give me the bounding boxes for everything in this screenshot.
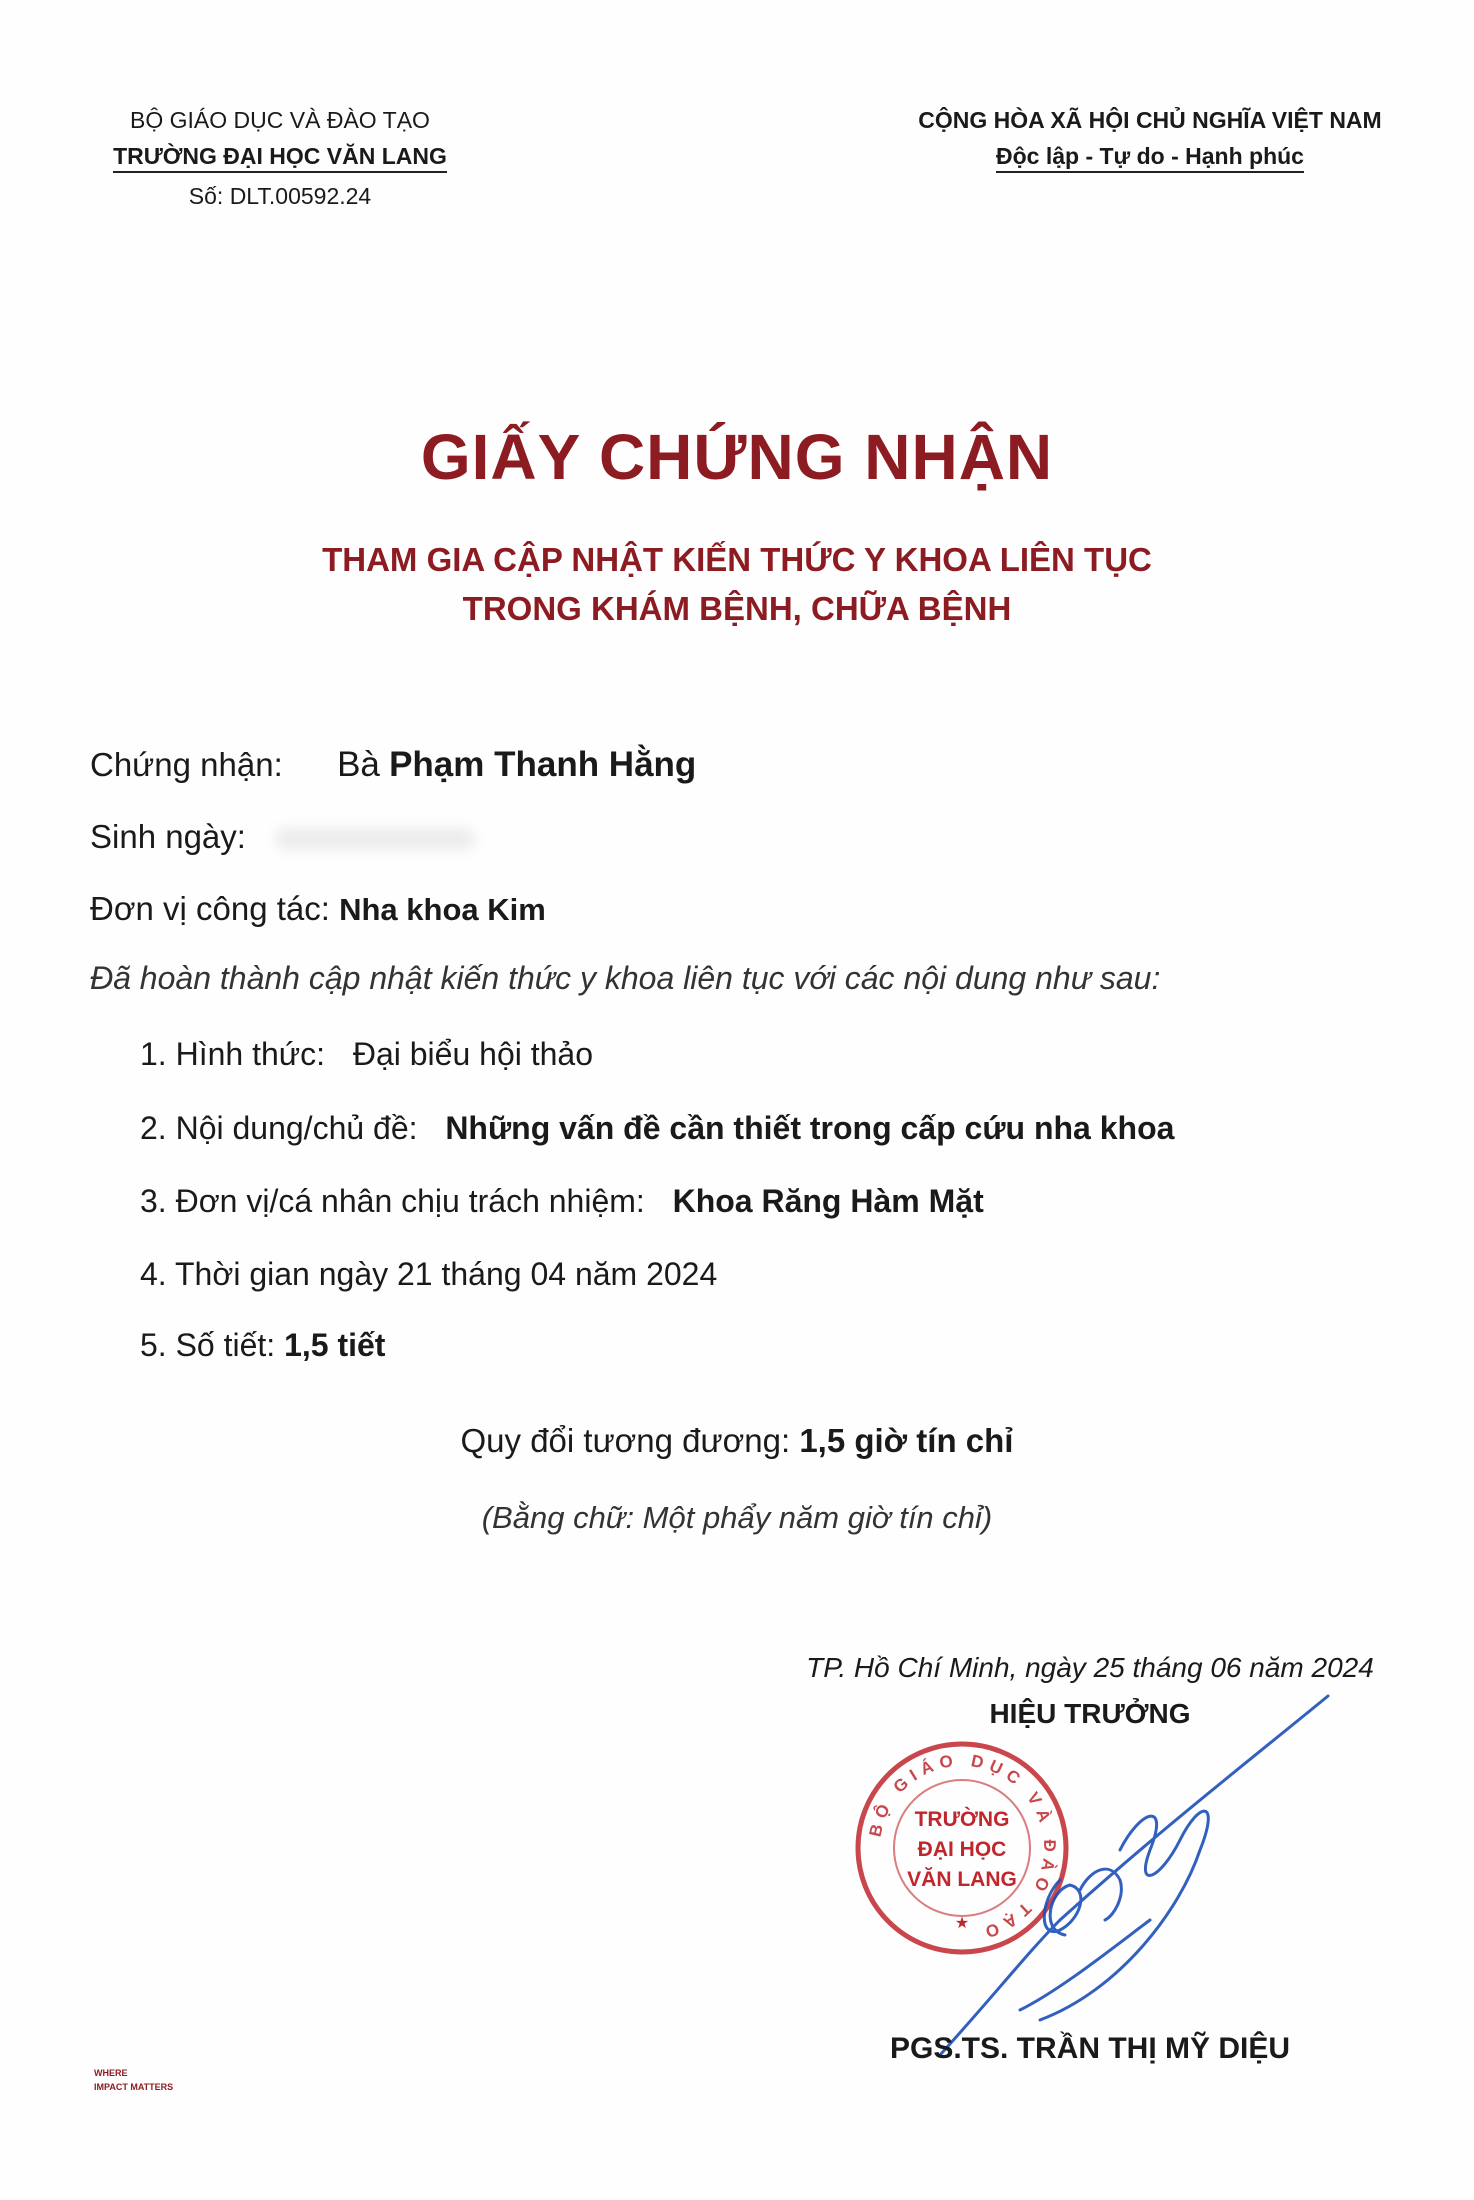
issuer-block bbox=[60, 102, 500, 214]
school-name: TRƯỜNG ĐẠI HỌC VĂN LANG bbox=[113, 143, 447, 173]
seal-line-1: TRƯỜNG bbox=[914, 1808, 1010, 1831]
item-label: 3. Đơn vị/cá nhân chịu trách nhiệm: bbox=[140, 1183, 645, 1219]
seal-line-2: ĐẠI HỌC bbox=[917, 1838, 1007, 1861]
subtitle-line-1: THAM GIA CẬP NHẬT KIẾN THỨC Y KHOA LIÊN TỤC bbox=[322, 541, 1152, 578]
ministry-name: BỘ GIÁO DỤC VÀ ĐÀO TẠO bbox=[130, 107, 430, 133]
item-label: 2. Nội dung/chủ đề: bbox=[140, 1110, 418, 1146]
completion-statement: Đã hoàn thành cập nhật kiến thức y khoa liên tục với các nội dung như sau: bbox=[90, 960, 1161, 996]
country-name: CỘNG HÒA XÃ HỘI CHỦ NGHĨA VIỆT NAM bbox=[918, 107, 1382, 133]
certificate-title: GIẤY CHỨNG NHẬN bbox=[420, 421, 1054, 493]
subtitle-line-2: TRONG KHÁM BỆNH, CHỮA BỆNH bbox=[462, 590, 1012, 627]
list-item bbox=[140, 1036, 593, 1073]
workplace-label: Đơn vị công tác: bbox=[90, 890, 330, 927]
certificate-subtitle bbox=[0, 535, 1474, 633]
recipient-label: Chứng nhận: bbox=[90, 746, 283, 783]
list-item bbox=[140, 1327, 385, 1364]
footer-line-1: WHERE bbox=[94, 2068, 128, 2078]
seal-line-3: VĂN LANG bbox=[907, 1868, 1017, 1891]
footer-tagline bbox=[94, 2066, 173, 2094]
svg-text:BỘ GIÁO DỤC VÀ ĐÀO TẠO: BỘ GIÁO DỤC VÀ ĐÀO TẠO bbox=[865, 1750, 1060, 1944]
recipient-name: Phạm Thanh Hằng bbox=[389, 745, 697, 784]
item-label: 4. Thời gian ngày 21 tháng 04 năm 2024 bbox=[140, 1256, 718, 1292]
signer-name: PGS.TS. TRẦN THỊ MỸ DIỆU bbox=[889, 2032, 1291, 2065]
recipient-row bbox=[90, 745, 696, 785]
place-and-date: TP. Hồ Chí Minh, ngày 25 tháng 06 năm 2024 bbox=[806, 1652, 1374, 1683]
signer-title: HIỆU TRƯỞNG bbox=[989, 1698, 1191, 1729]
list-item bbox=[140, 1183, 984, 1220]
conversion-value: 1,5 giờ tín chỉ bbox=[799, 1422, 1014, 1459]
conversion-label: Quy đổi tương đương: bbox=[460, 1422, 791, 1459]
item-label: 1. Hình thức: bbox=[140, 1036, 326, 1072]
document-number: Số: DLT.00592.24 bbox=[188, 183, 372, 209]
national-motto: Độc lập - Tự do - Hạnh phúc bbox=[996, 143, 1304, 173]
credit-conversion bbox=[0, 1422, 1474, 1460]
item-value: 1,5 tiết bbox=[284, 1327, 386, 1363]
conversion-in-words: (Bằng chữ: Một phẩy năm giờ tín chỉ) bbox=[481, 1500, 993, 1535]
workplace-row bbox=[90, 890, 546, 928]
footer-line-2: IMPACT MATTERS bbox=[94, 2082, 174, 2092]
dob-row bbox=[90, 818, 475, 856]
item-value: Khoa Răng Hàm Mặt bbox=[672, 1183, 984, 1219]
svg-text:★: ★ bbox=[954, 1915, 970, 1932]
recipient-prefix: Bà bbox=[337, 745, 380, 784]
item-label: 5. Số tiết: bbox=[140, 1327, 276, 1363]
item-value: Đại biểu hội thảo bbox=[352, 1036, 594, 1072]
dob-label: Sinh ngày: bbox=[90, 818, 246, 855]
handwritten-signature bbox=[917, 1690, 1340, 2070]
list-item bbox=[140, 1256, 717, 1293]
workplace-value: Nha khoa Kim bbox=[339, 892, 546, 927]
redacted-dob bbox=[275, 828, 475, 850]
list-item bbox=[140, 1110, 1174, 1147]
national-heading bbox=[880, 102, 1420, 174]
item-value: Những vấn đề cần thiết trong cấp cứu nha khoa bbox=[445, 1110, 1175, 1146]
